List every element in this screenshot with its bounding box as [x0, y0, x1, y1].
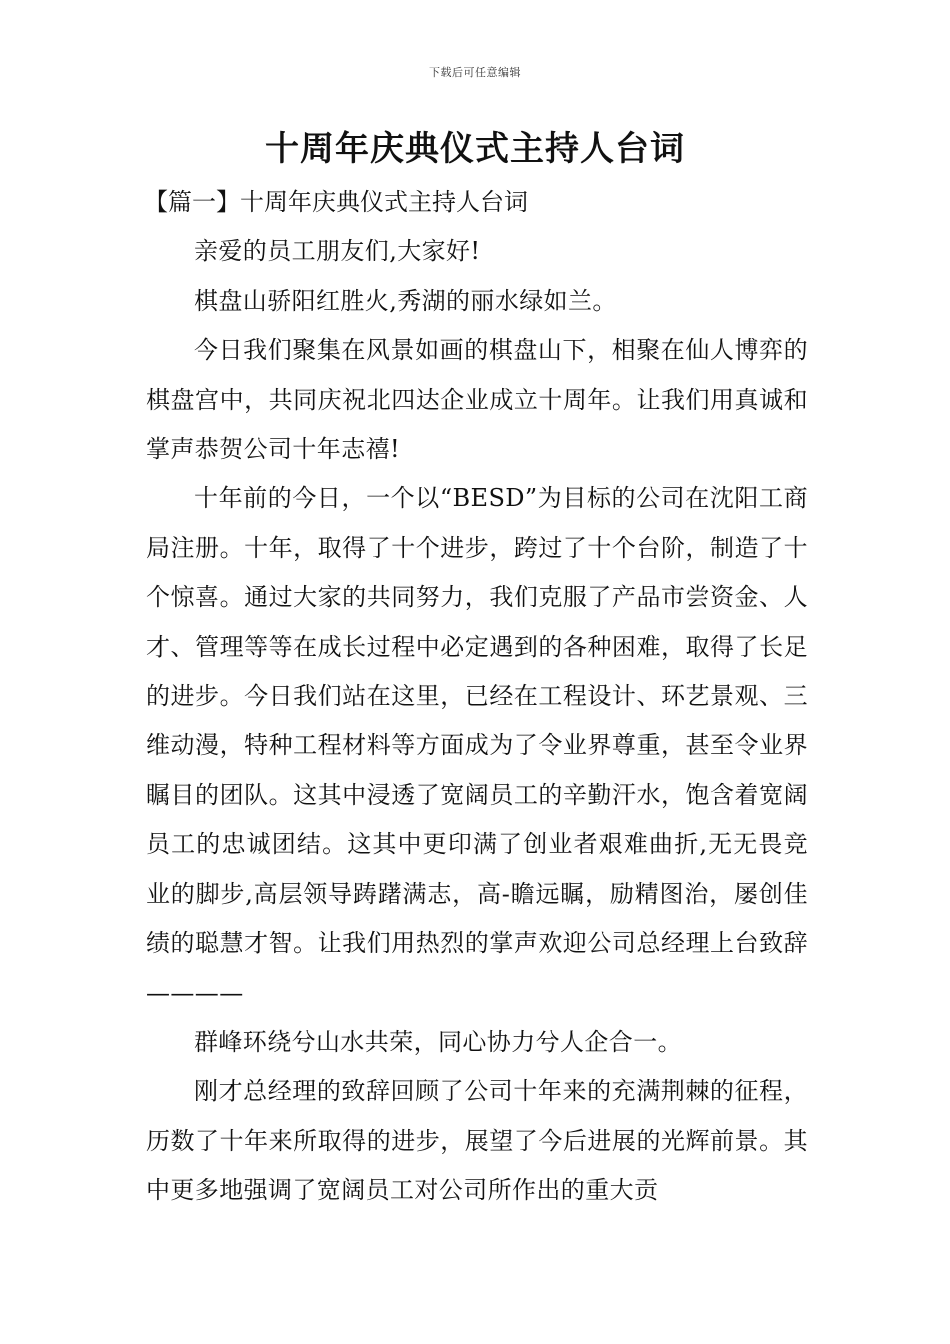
- paragraph-review: 刚才总经理的致辞回顾了公司十年来的充满荆棘的征程，历数了十年来所取得的进步，展望了今后进展的光辉前景。其中更多地强调了宽阔员工对公司所作出的重大贡: [146, 1077, 808, 1205]
- paragraph-history: 十年前的今日，一个以“BESD”为目标的公司在沈阳工商局注册。十年，取得了十个进步，跨过了十个台阶，制造了十个惊喜。通过大家的共同努力，我们克服了产品市尝资金、人才、管理等等在成长过程中必定遇到的各种困难，取得了长足的进步。今日我们站在这里，已经在工程设计、环艺景观、三维动漫，特种工程材料等方面成为了令业界尊重，甚至令业界瞩目的团队。这其中浸透了宽阔员工的辛勤汗水，饱含着宽阔员工的忠诚团结。这其中更印满了创业者艰难曲折,无无畏竞业的脚步,高层领导踌躇满志，高-瞻远瞩，励精图治，屡创佳绩的聪慧才智。让我们用热烈的掌声欢迎公司总经理上台致辞————: [146, 484, 808, 1007]
- section-heading: 【篇一】十周年庆典仪式主持人台词: [144, 188, 528, 216]
- paragraph-greeting: 亲爱的员工朋友们,大家好!: [194, 237, 481, 266]
- header-note: 下载后可任意编辑: [429, 66, 521, 79]
- paragraph-unity: 群峰环绕兮山水共荣，同心协力兮人企合一。: [194, 1027, 682, 1056]
- paragraph-couplet: 棋盘山骄阳红胜火,秀湖的丽水绿如兰。: [194, 286, 617, 315]
- document-body: [146, 178, 808, 1216]
- paragraph-gathering: 今日我们聚集在风景如画的棋盘山下，相聚在仙人博弈的棋盘宫中，共同庆祝北四达企业成立十周年。让我们用真诚和掌声恭贺公司十年志禧!: [146, 336, 808, 464]
- document-title: 十周年庆典仪式主持人台词: [265, 129, 685, 169]
